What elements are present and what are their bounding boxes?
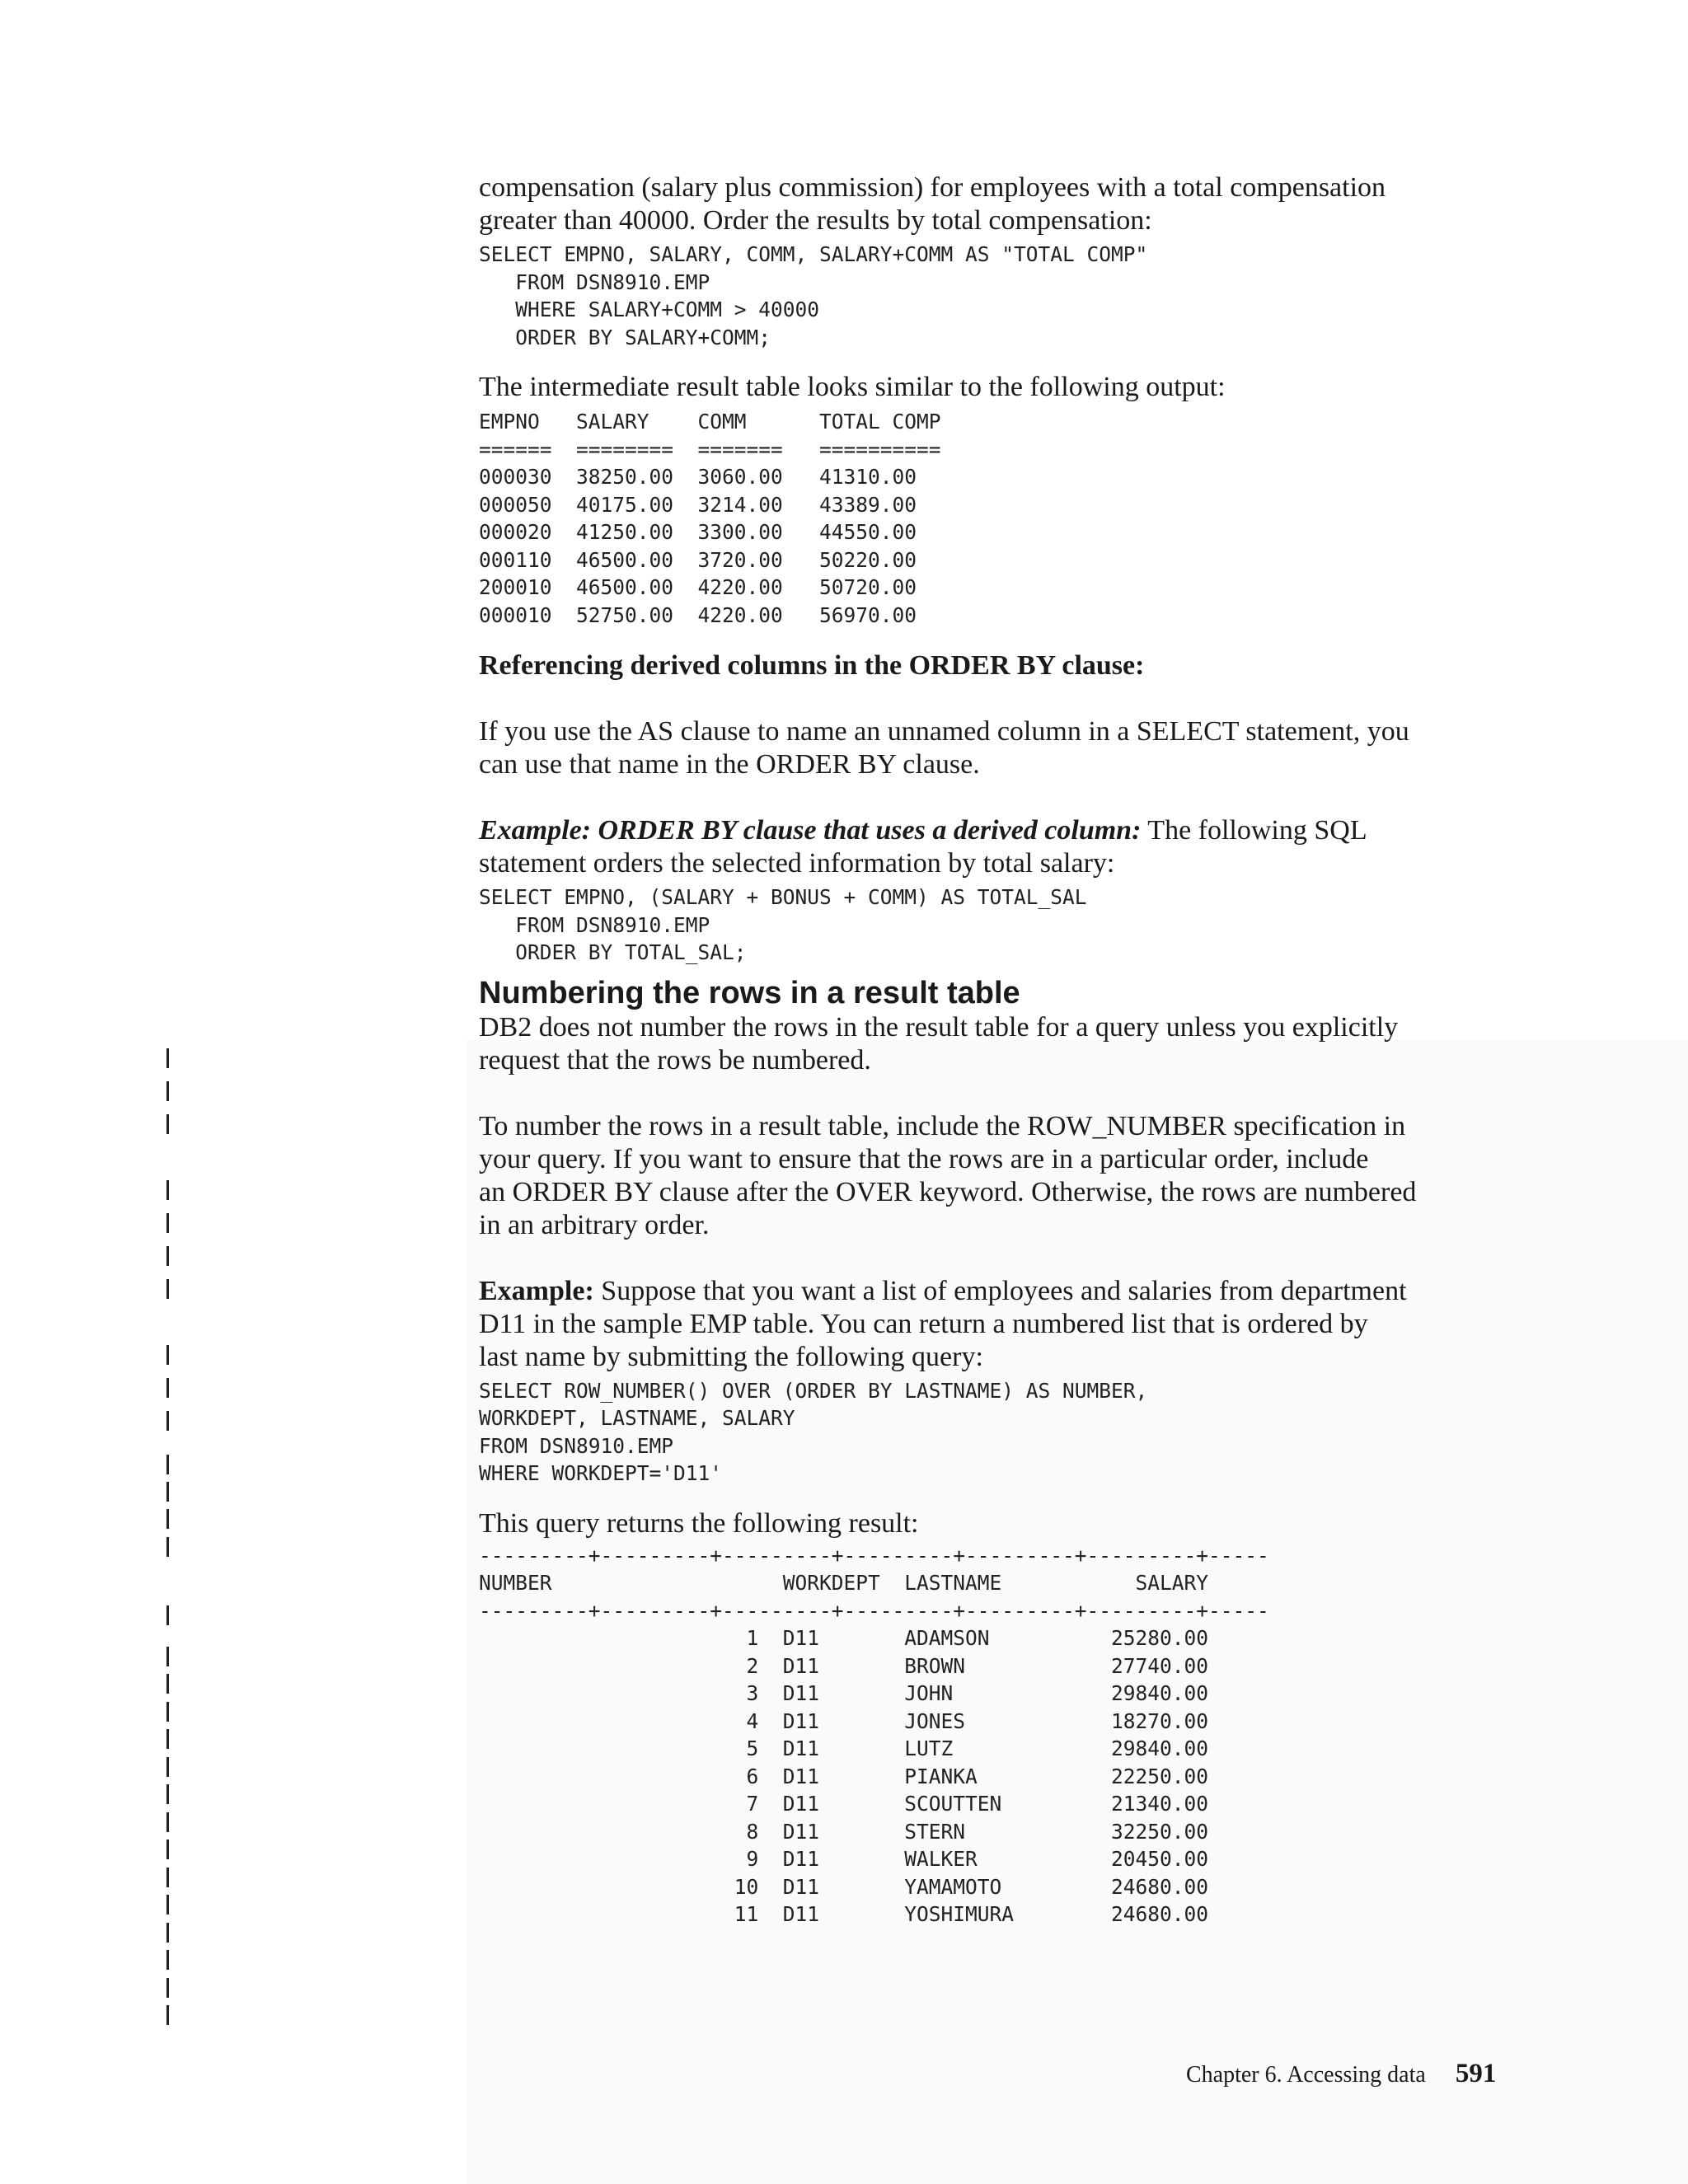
change-bar <box>166 1509 169 1529</box>
change-bar <box>166 1081 169 1101</box>
intermediate-text: The intermediate result table looks similar to the following output: <box>479 372 1226 402</box>
example2-line-3: last name by submitting the following query: <box>479 1341 983 1372</box>
change-bar <box>166 1895 169 1915</box>
code-block-3: SELECT ROW_NUMBER() OVER (ORDER BY LASTNAME) AS NUMBER, WORKDEPT, LASTNAME, SALARY FROM DSN8910.EMP WHERE WORKDEPT='D11' <box>479 1378 1148 1485</box>
change-bar <box>166 1537 169 1557</box>
change-bar <box>166 1868 169 1887</box>
result-table-1: EMPNO SALARY COMM TOTAL COMP ====== ======== ======= ========== 000030 38250.00 3060.00 41310.00 000050 40175.00 3214.00 43389.00 000020 41250.00 3300.00 44550.00 000110 46500.00 3720.00 50220.00 200010 46500.00 4220.00 50720.00 000010 52750.00 4220.00 56970.00 <box>479 410 941 627</box>
change-bar <box>166 2005 169 2025</box>
returns-text: This query returns the following result: <box>479 1507 919 1539</box>
change-bar <box>166 1378 169 1398</box>
change-bar <box>166 1482 169 1502</box>
numbering-para1-line-1: DB2 does not number the rows in the result table for a query unless you explicitly <box>479 1011 1399 1043</box>
change-bar <box>166 1978 169 1998</box>
change-bar <box>166 1605 169 1625</box>
change-bar <box>166 1279 169 1299</box>
example1-label: Example: ORDER BY clause that uses a derived column: <box>479 815 1142 846</box>
change-bar <box>166 1674 169 1694</box>
change-bar <box>166 1455 169 1474</box>
change-bar <box>166 1114 169 1134</box>
numbering-para2-line-3: an ORDER BY clause after the OVER keyword. Otherwise, the rows are numbered <box>479 1176 1417 1207</box>
change-bar <box>166 1757 169 1777</box>
change-bar <box>166 1950 169 1970</box>
section-heading: Numbering the rows in a result table <box>479 975 1020 1010</box>
change-bar <box>166 1784 169 1804</box>
example1-line-1 <box>479 814 1526 847</box>
intro-line-1: compensation (salary plus commission) for employees with a total compensation <box>479 172 1386 203</box>
numbering-para1-line-2: request that the rows be numbered. <box>479 1044 871 1076</box>
example1-line-2: statement orders the selected information by total salary: <box>479 848 1115 879</box>
ref-heading: Referencing derived columns in the ORDER BY clause: <box>479 650 1145 681</box>
change-bar <box>166 1923 169 1943</box>
example2-line-1 <box>479 1275 1526 1308</box>
ref-para-line-1: If you use the AS clause to name an unnamed column in a SELECT statement, you <box>479 716 1409 747</box>
example2-line-2: D11 in the sample EMP table. You can return a numbered list that is ordered by <box>479 1308 1368 1339</box>
change-bar <box>166 1213 169 1233</box>
footer-chapter: Chapter 6. Accessing data <box>1186 2062 1426 2088</box>
numbering-para2-line-2: your query. If you want to ensure that the rows are in a particular order, include <box>479 1143 1369 1174</box>
numbering-para2-line-1: To number the rows in a result table, include the ROW_NUMBER specification in <box>479 1110 1406 1141</box>
change-bar <box>166 1840 169 1859</box>
intro-line-2: greater than 40000. Order the results by total compensation: <box>479 205 1152 236</box>
change-bar <box>166 1048 169 1068</box>
example2-rest: Suppose that you want a list of employees and salaries from department <box>593 1275 1407 1306</box>
change-bar <box>166 1411 169 1431</box>
example2-label: Example: <box>479 1275 594 1306</box>
page-footer <box>1186 2059 1496 2089</box>
change-bar <box>166 1647 169 1666</box>
page-content <box>479 171 1526 1929</box>
example1-rest: The following SQL <box>1141 815 1367 846</box>
ref-para-line-2: can use that name in the ORDER BY clause. <box>479 749 980 780</box>
change-bar <box>166 1729 169 1749</box>
numbering-para2-line-4: in an arbitrary order. <box>479 1209 710 1240</box>
change-bar <box>166 1702 169 1722</box>
result-table-2: ---------+---------+---------+---------+---------+---------+----- NUMBER WORKDEPT LASTNAME SALARY ---------+---------+---------+---------+---------+---------+----- 1 D11 ADAMSON 25280.00 2 D11 BROWN 27740.00 3 D11 JOHN 29840.00 4 D11 JONES 18270.00 5 D11 LUTZ 29840.00 6 D11 PIANKA 22250.00 7 D11 SCOUTTEN 21340.00 8 D11 STERN 32250.00 9 D11 WALKER 20450.00 10 D11 YAMAMOTO 24680.00 11 D11 YOSHIMURA 24680.00 <box>479 1543 1269 1926</box>
code-block-1: SELECT EMPNO, SALARY, COMM, SALARY+COMM AS "TOTAL COMP" FROM DSN8910.EMP WHERE SALARY+COMM > 40000 ORDER BY SALARY+COMM; <box>479 242 1148 349</box>
code-block-2: SELECT EMPNO, (SALARY + BONUS + COMM) AS TOTAL_SAL FROM DSN8910.EMP ORDER BY TOTAL_SAL; <box>479 885 1087 964</box>
change-bar <box>166 1246 169 1266</box>
change-bar <box>166 1345 169 1365</box>
page-number: 591 <box>1455 2059 1497 2088</box>
change-bar <box>166 1180 169 1200</box>
change-bar <box>166 1812 169 1832</box>
